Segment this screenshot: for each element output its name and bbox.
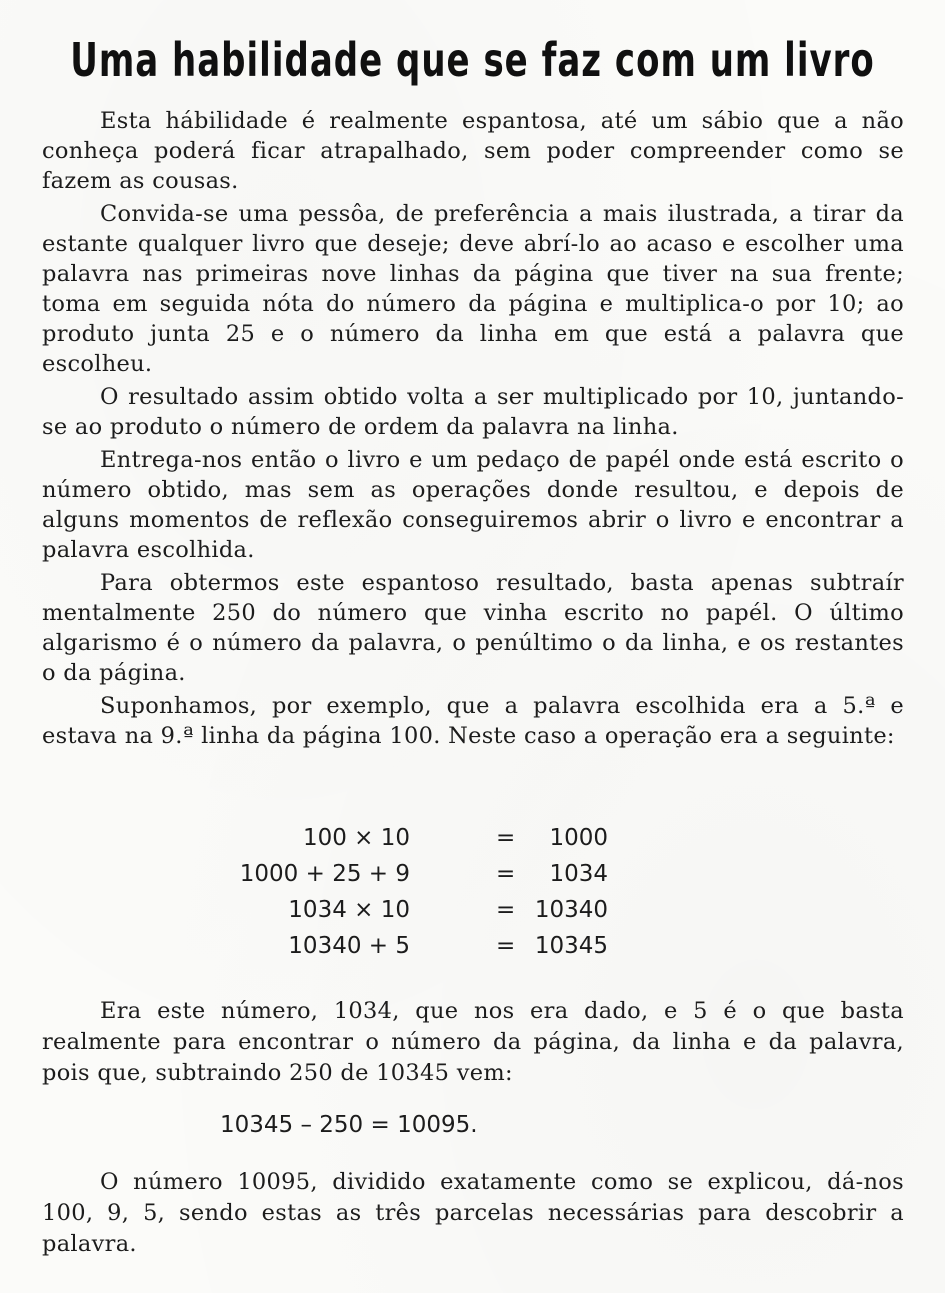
paragraph-explanation: Era este número, 1034, que nos era dado, e 5 é o que basta realmente para encontrar o número da página, da linha e da palavra, pois que, subtraindo 250 de 10345 vem: (42, 998, 904, 1086)
equation-lhs: 10340 + 5 (288, 933, 410, 959)
paragraph-example: Suponhamos, por exemplo, que a palavra escolhida era a 5.ª e estava na 9.ª linha da página 100. Neste caso a operação era a seguinte: (42, 693, 904, 749)
paragraph-delivery: Entrega-nos então o livro e um pedaço de papél onde está escrito o número obtido, mas sem as operações donde resultou, e depois de alguns momentos de reflexão conseguiremos abrir o livro e encontrar a palavra escolhida. (42, 447, 904, 563)
equation-lhs: 100 × 10 (302, 825, 410, 851)
article-body (42, 106, 904, 754)
equals-sign: = (496, 861, 516, 887)
equation-rhs: 1000 (549, 825, 608, 851)
paragraph-method: Para obtermos este espantoso resultado, basta apenas subtraír mentalmente 250 do número que vinha escrito no papél. O último algarismo é o número da palavra, o penúltimo o da linha, e os restantes o da página. (42, 570, 904, 686)
equation-row (0, 933, 945, 969)
paragraph-conclusion: O número 10095, dividido exatamente como se explicou, dá-nos 100, 9, 5, sendo estas as três parcelas necessárias para descobrir a palavra. (42, 1169, 904, 1257)
equation-rhs: 10340 (534, 897, 608, 923)
article-title: Uma habilidade que se faz com um livro (70, 34, 875, 88)
subtraction-equation: 10345 – 250 = 10095. (220, 1112, 478, 1138)
example-equations (0, 825, 945, 969)
article-body-continued (42, 996, 904, 1089)
paragraph-instructions: Convida-se uma pessôa, de preferência a mais ilustrada, a tirar da estante qualquer livro que deseje; deve abrí-lo ao acaso e escolher uma palavra nas primeiras nove linhas da página que tiver na sua frente; toma em seguida nóta do número da página e multiplica-o por 10; ao produto junta 25 e o número da linha em que está a palavra que escolheu. (42, 201, 904, 377)
paragraph-multiply: O resultado assim obtido volta a ser multiplicado por 10, juntando-se ao produto o número de ordem da palavra na linha. (42, 384, 904, 440)
equation-rhs: 10345 (534, 933, 608, 959)
equation-lhs: 1000 + 25 + 9 (239, 861, 410, 887)
article-conclusion (42, 1167, 904, 1260)
equals-sign: = (496, 825, 516, 851)
equation-row (0, 897, 945, 933)
equals-sign: = (496, 933, 516, 959)
paragraph-intro: Esta hábilidade é realmente espantosa, até um sábio que a não conheça poderá ficar atrapalhado, sem poder compreender como se fazem as cousas. (42, 108, 904, 194)
equation-rhs: 1034 (549, 861, 608, 887)
equation-row (0, 825, 945, 861)
equation-lhs: 1034 × 10 (288, 897, 410, 923)
equation-row (0, 861, 945, 897)
equals-sign: = (496, 897, 516, 923)
